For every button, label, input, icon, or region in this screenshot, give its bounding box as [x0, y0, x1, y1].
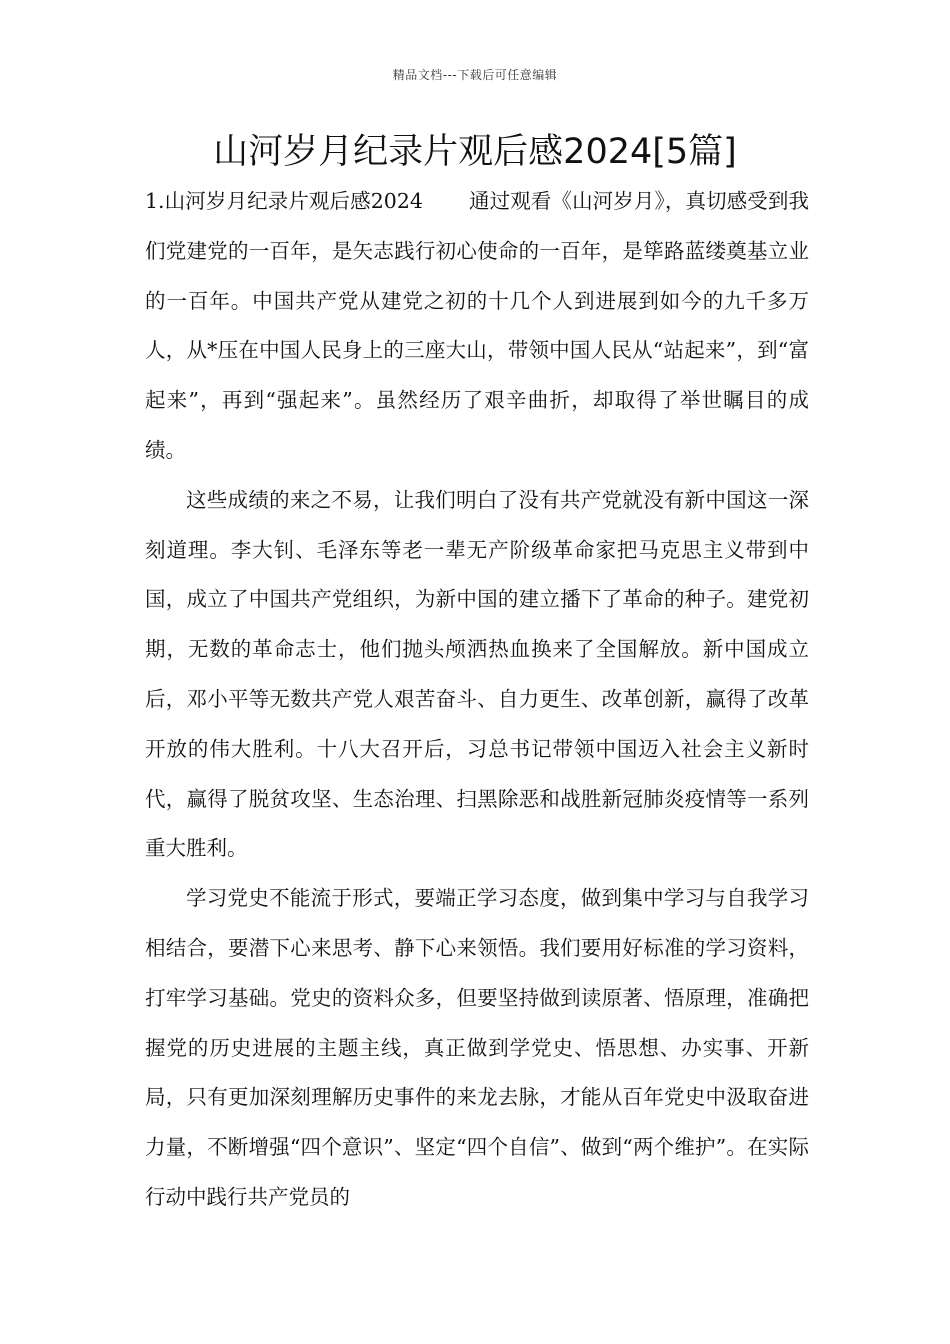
document-body: [145, 177, 809, 1223]
paragraph-2: 这些成绩的来之不易，让我们明白了没有共产党就没有新中国这一深刻道理。李大钊、毛泽东等老一辈无产阶级革命家把马克思主义带到中国，成立了中国共产党组织，为新中国的建立播下了革命的种子。建党初期，无数的革命志士，他们抛头颅洒热血换来了全国解放。新中国成立后，邓小平等无数共产党人艰苦奋斗、自力更生、改革创新，赢得了改革开放的伟大胜利。十八大召开后，习总书记带领中国迈入社会主义新时代，赢得了脱贫攻坚、生态治理、扫黑除恶和战胜新冠肺炎疫情等一系列重大胜利。: [145, 487, 809, 861]
document-title: 山河岁月纪录片观后感2024[5篇]: [213, 132, 737, 172]
paragraph-3: 学习党史不能流于形式，要端正学习态度，做到集中学习与自我学习相结合，要潜下心来思考、静下心来领悟。我们要用好标准的学习资料，打牢学习基础。党史的资料众多，但要坚持做到读原著、悟原理，准确把握党的历史进展的主题主线，真正做到学党史、悟思想、办实事、开新局，只有更加深刻理解历史事件的来龙去脉，才能从百年党史中汲取奋进力量，不断增强“四个意识”、坚定“四个自信”、做到“两个维护”。在实际行动中践行共产党员的: [145, 886, 809, 1209]
section-heading: 1.山河岁月纪录片观后感2024: [145, 189, 423, 213]
paragraph-1-text: 通过观看《山河岁月》，真切感受到我们党建党的一百年，是矢志践行初心使命的一百年，是筚路蓝缕奠基立业的一百年。中国共产党从建党之初的十几个人到进展到如今的九千多万人，从*压在中国人民身上的三座大山，带领中国人民从“站起来”，到“富起来”，再到“强起来”。虽然经历了艰辛曲折，却取得了举世瞩目的成绩。: [145, 189, 810, 462]
header-note: 精品文档---下载后可任意编辑: [392, 68, 558, 82]
paragraph-1: [145, 177, 809, 476]
